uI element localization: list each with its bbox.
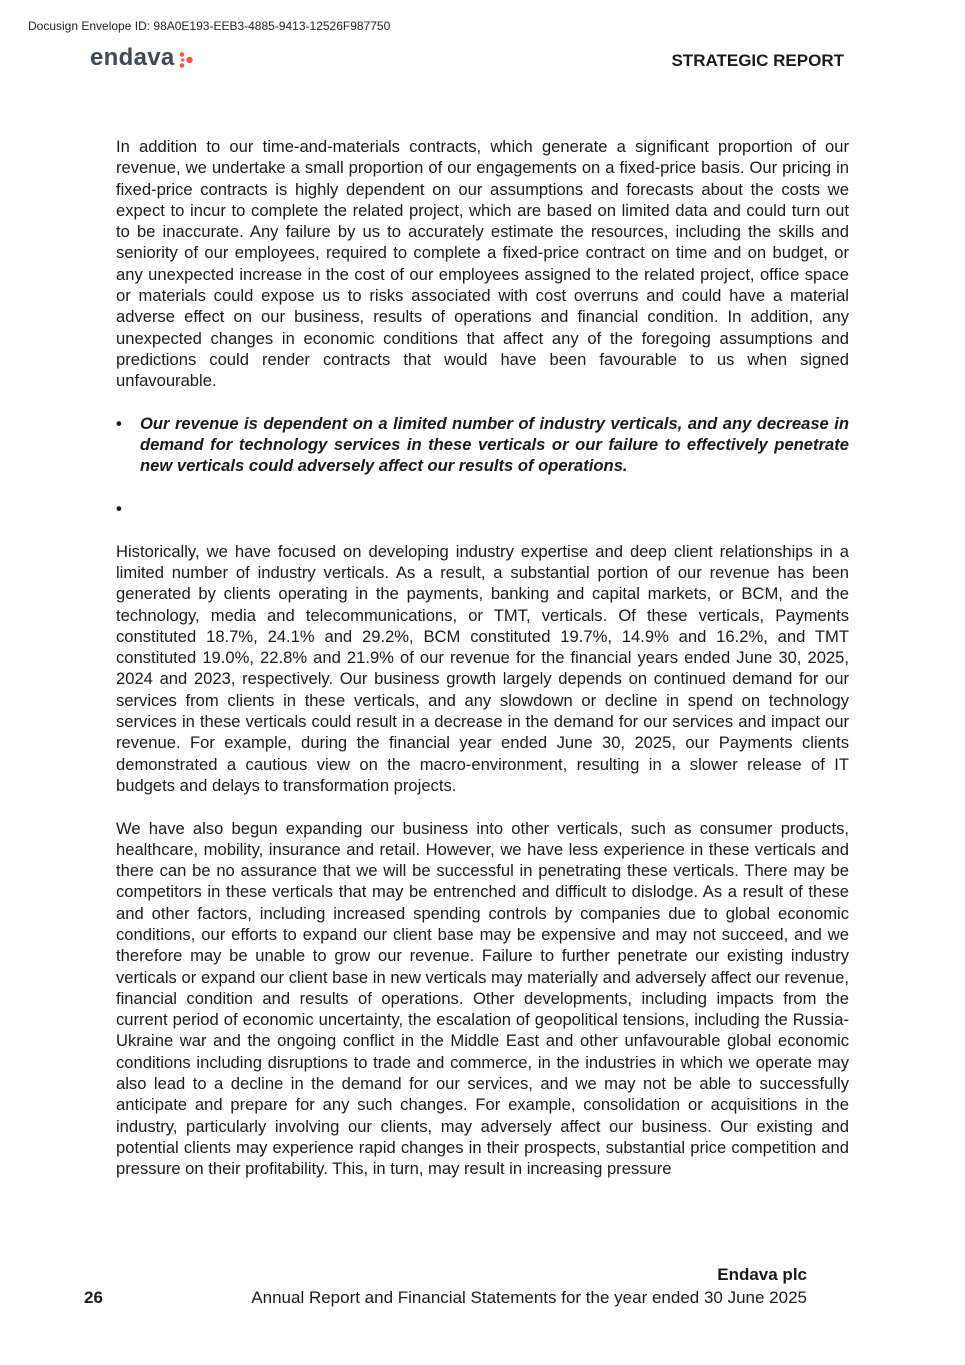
- paragraph-expansion: We have also begun expanding our business into other verticals, such as consumer products, healthcare, mobility, insurance and retail. However, we have less experience in these verticals and there can be no assurance that we will be successful in penetrating these verticals. There may be competitors in these verticals that may be entrenched and difficult to dislodge. As a result of these and other factors, including increased spending controls by companies due to global economic conditions, our efforts to expand our client base may be expensive and may not succeed, and we therefore may be unable to grow our revenue. Failure to further penetrate our existing industry verticals or expand our client base in new verticals may materially and adversely affect our revenue, financial condition and results of operations. Other developments, including impacts from the current period of economic uncertainty, the escalation of geopolitical tensions, including the Russia-Ukraine war and the ongoing conflict in the Middle East and other unfavourable global economic conditions including disruptions to trade and commerce, in the industries in which we operate may also lead to a decline in the demand for our services, and we may not be able to successfully anticipate and prepare for any such changes. For example, consolidation or acquisitions in the industry, particularly involving our clients, may adversely affect our business. Our existing and potential clients may experience rapid changes in their prospects, substantial price competition and pressure on their profitability. This, in turn, may result in increasing pressure: [116, 818, 849, 1179]
- footer-company: Endava plc: [717, 1265, 807, 1284]
- bullet-icon: •: [116, 499, 122, 519]
- empty-bullet: [116, 498, 849, 519]
- paragraph-verticals: Historically, we have focused on developing industry expertise and deep client relationships in a limited number of industry verticals. As a result, a substantial portion of our revenue has been generated by clients operating in the payments, banking and capital markets, or BCM, and the technology, media and telecommunications, or TMT, verticals. Of these verticals, Payments constituted 18.7%, 24.1% and 29.2%, BCM constituted 19.7%, 14.9% and 16.2%, and TMT constituted 19.0%, 22.8% and 21.9% of our revenue for the financial years ended June 30, 2025, 2024 and 2023, respectively. Our business growth largely depends on continued demand for our services from clients in these verticals, and any slowdown or decline in spend on technology services in these verticals could result in a decrease in the demand for our services and impact our revenue. For example, during the financial year ended June 30, 2025, our Payments clients demonstrated a cautious view on the macro-environment, resulting in a slower release of IT budgets and delays to transformation projects.: [116, 541, 849, 795]
- endava-logo: [90, 45, 194, 71]
- logo-mark-icon: [178, 51, 194, 69]
- page-number: 26: [84, 1288, 103, 1307]
- risk-heading-bullet: [116, 413, 849, 477]
- footer-report-title: Annual Report and Financial Statements for the year ended 30 June 2025: [251, 1288, 807, 1307]
- docusign-envelope-id: Docusign Envelope ID: 98A0E193-EEB3-4885-9413-12526F987750: [28, 19, 391, 33]
- bullet-icon: •: [116, 413, 122, 433]
- report-body: [116, 136, 849, 1180]
- logo-wordmark: endava: [90, 44, 175, 71]
- section-title: STRATEGIC REPORT: [671, 51, 844, 70]
- paragraph-fixed-price: In addition to our time-and-materials contracts, which generate a significant proportion of our revenue, we undertake a small proportion of our engagements on a fixed-price basis. Our pricing in fixed-price contracts is highly dependent on our assumptions and forecasts about the costs we expect to incur to complete the related project, which are based on limited data and could turn out to be inaccurate. Any failure by us to accurately estimate the resources, including the skills and seniority of our employees, required to complete a fixed-price contract on time and on budget, or any unexpected increase in the cost of our employees assigned to the related project, office space or materials could expose us to risks associated with cost overruns and could have a material adverse effect on our business, results of operations and financial condition. In addition, any unexpected changes in economic conditions that affect any of the foregoing assumptions and predictions could render contracts that would have been favourable to us when signed unfavourable.: [116, 137, 849, 391]
- risk-heading: Our revenue is dependent on a limited number of industry verticals, and any decrease in demand for technology services in these verticals or our failure to effectively penetrate new verticals could adversely affect our results of operations.: [140, 413, 849, 476]
